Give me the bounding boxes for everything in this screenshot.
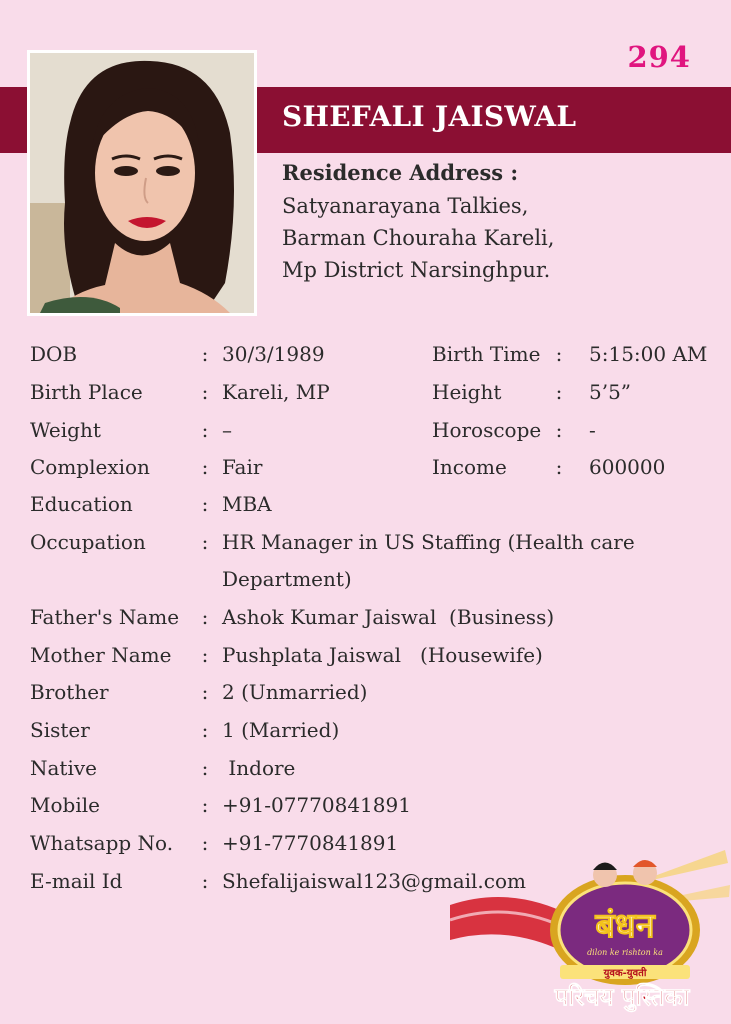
detail-mobile-value: +91-07770841891 (222, 793, 411, 817)
detail-birth-place-value: Kareli, MP (222, 380, 330, 404)
profile-photo (30, 53, 254, 313)
detail-colon: : (201, 380, 209, 404)
detail-dob-value: 30/3/1989 (222, 342, 325, 366)
detail-colon: : (201, 793, 209, 817)
profile-photo-frame (27, 50, 257, 316)
detail-brother-label: Brother (30, 680, 109, 704)
address-line: Barman Chouraha Kareli, (282, 226, 555, 250)
detail-sister-value: 1 (Married) (222, 718, 340, 742)
detail-whatsapp-value: +91-7770841891 (222, 831, 399, 855)
detail-colon: : (201, 342, 209, 366)
detail-mobile-label: Mobile (30, 793, 100, 817)
detail-whatsapp-label: Whatsapp No. (30, 831, 174, 855)
detail-occupation-value: HR Manager in US Staffing (Health care (222, 530, 635, 554)
detail-colon: : (555, 455, 563, 479)
detail-father-label: Father's Name (30, 605, 180, 629)
detail-colon: : (201, 718, 209, 742)
logo-tagline: dilon ke rishton ka (587, 948, 663, 957)
detail-colon: : (201, 418, 209, 442)
detail-occupation-label: Occupation (30, 530, 146, 554)
detail-height-value: 5’5” (589, 380, 632, 404)
detail-income-label: Income (432, 455, 507, 479)
detail-email-label: E-mail Id (30, 869, 123, 893)
detail-native-label: Native (30, 756, 97, 780)
detail-birth-time-label: Birth Time (432, 342, 541, 366)
logo-sub-bottom: परिचय पुस्तिका (554, 983, 690, 1011)
detail-weight-value: – (222, 418, 232, 442)
detail-native-value: Indore (222, 756, 296, 780)
detail-father-value: Ashok Kumar Jaiswal (Business) (222, 605, 555, 629)
logo-main-text: बंधन (595, 906, 655, 946)
detail-birth-time-value: 5:15:00 AM (589, 342, 708, 366)
detail-colon: : (201, 869, 209, 893)
detail-occupation-value-cont: Department) (222, 567, 352, 591)
detail-height-label: Height (432, 380, 502, 404)
detail-sister-label: Sister (30, 718, 90, 742)
detail-education-label: Education (30, 492, 133, 516)
detail-colon: : (201, 605, 209, 629)
detail-email-value: Shefalijaiswal123@gmail.com (222, 869, 526, 893)
detail-mother-value: Pushplata Jaiswal (Housewife) (222, 643, 543, 667)
address-line: Satyanarayana Talkies, (282, 194, 529, 218)
detail-colon: : (555, 418, 563, 442)
detail-education-value: MBA (222, 492, 272, 516)
detail-colon: : (201, 492, 209, 516)
detail-colon: : (201, 530, 209, 554)
bandhan-logo (450, 845, 730, 1020)
detail-colon: : (555, 342, 563, 366)
detail-horoscope-label: Horoscope (432, 418, 542, 442)
detail-brother-value: 2 (Unmarried) (222, 680, 368, 704)
logo-sub-top: युवक-युवती (603, 968, 647, 979)
profile-name: SHEFALI JAISWAL (282, 100, 577, 133)
detail-complexion-label: Complexion (30, 455, 150, 479)
address-heading: Residence Address : (282, 160, 519, 185)
detail-weight-label: Weight (30, 418, 101, 442)
detail-colon: : (201, 756, 209, 780)
address-line: Mp District Narsinghpur. (282, 258, 551, 282)
detail-colon: : (201, 643, 209, 667)
detail-colon: : (201, 455, 209, 479)
detail-colon: : (201, 680, 209, 704)
detail-mother-label: Mother Name (30, 643, 172, 667)
detail-complexion-value: Fair (222, 455, 263, 479)
detail-horoscope-value: - (589, 418, 596, 442)
detail-birth-place-label: Birth Place (30, 380, 143, 404)
detail-colon: : (201, 831, 209, 855)
detail-income-value: 600000 (589, 455, 666, 479)
detail-dob-label: DOB (30, 342, 78, 366)
page-number: 294 (627, 40, 691, 74)
detail-colon: : (555, 380, 563, 404)
